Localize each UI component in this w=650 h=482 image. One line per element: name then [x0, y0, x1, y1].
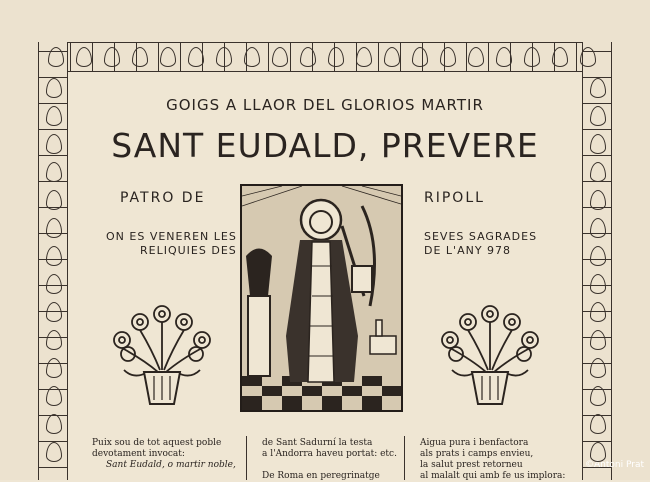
- border-leaf-ornament: [46, 414, 62, 434]
- verse-line: Aigua pura i benfactora: [420, 438, 529, 448]
- border-leaf-ornament: [46, 106, 62, 126]
- border-leaf-ornament: [46, 190, 62, 210]
- border-leaf-ornament: [216, 47, 232, 67]
- border-leaf-ornament: [46, 134, 62, 154]
- border-leaf-ornament: [272, 47, 288, 67]
- border-leaf-ornament: [188, 47, 204, 67]
- patron-left: PATRO DE: [120, 190, 206, 206]
- border-leaf-ornament: [46, 218, 62, 238]
- verse-column-3: [420, 438, 565, 482]
- column-divider: [246, 436, 247, 480]
- border-leaf-ornament: [46, 78, 62, 98]
- border-leaf-ornament: [104, 47, 120, 67]
- border-leaf-ornament: [300, 47, 316, 67]
- border-leaf-ornament: [46, 162, 62, 182]
- border-leaf-ornament: [590, 190, 606, 210]
- border-leaf-ornament: [580, 47, 596, 67]
- verse-refrain: Sant Eudald, o martir noble,: [106, 460, 236, 470]
- title-line-1: GOIGS A LLAOR DEL GLORIOS MARTIR: [166, 96, 484, 114]
- relics-right-2: DE L'ANY 978: [424, 244, 512, 257]
- verse-column-1: [92, 438, 236, 471]
- relics-right-1: SEVES SAGRADES: [424, 230, 538, 243]
- verse-line: devotament invocat:: [92, 449, 185, 459]
- border-leaf-ornament: [328, 47, 344, 67]
- relics-left-1: ON ES VENEREN LES: [106, 230, 237, 243]
- border-leaf-ornament: [46, 330, 62, 350]
- border-leaf-ornament: [468, 47, 484, 67]
- verse-column-2: [262, 438, 397, 482]
- verse-line: al malalt qui amb fe us implora:: [420, 471, 566, 481]
- border-leaf-ornament: [590, 302, 606, 322]
- border-leaf-ornament: [590, 386, 606, 406]
- left-flower-vase-ornament: [104, 300, 220, 410]
- border-leaf-ornament: [590, 330, 606, 350]
- border-leaf-ornament: [590, 274, 606, 294]
- title-line-2: SANT EUDALD, PREVERE: [111, 126, 539, 165]
- border-leaf-ornament: [496, 47, 512, 67]
- border-leaf-ornament: [76, 47, 92, 67]
- verse-line: als prats i camps envieu,: [420, 449, 534, 459]
- column-divider: [404, 436, 405, 480]
- saint-woodcut-illustration: [240, 184, 403, 412]
- border-leaf-ornament: [524, 47, 540, 67]
- border-leaf-ornament: [46, 302, 62, 322]
- copyright-watermark: ©Antoni Prat: [585, 460, 644, 470]
- border-leaf-ornament: [412, 47, 428, 67]
- patron-right: RIPOLL: [424, 190, 485, 206]
- border-leaf-ornament: [244, 47, 260, 67]
- border-leaf-ornament: [46, 358, 62, 378]
- border-leaf-ornament: [590, 162, 606, 182]
- border-leaf-ornament: [48, 47, 64, 67]
- right-flower-vase-ornament: [432, 300, 548, 410]
- verse-line: de Sant Sadurní la testa: [262, 438, 373, 448]
- border-leaf-ornament: [590, 246, 606, 266]
- border-leaf-ornament: [590, 358, 606, 378]
- border-leaf-ornament: [46, 442, 62, 462]
- border-leaf-ornament: [160, 47, 176, 67]
- verse-line: la salut prest retorneu: [420, 460, 523, 470]
- border-leaf-ornament: [590, 414, 606, 434]
- relics-left-2: RELIQUIES DES: [140, 244, 237, 257]
- border-leaf-ornament: [590, 78, 606, 98]
- border-leaf-ornament: [590, 218, 606, 238]
- border-leaf-ornament: [46, 274, 62, 294]
- border-leaf-ornament: [590, 106, 606, 126]
- border-leaf-ornament: [384, 47, 400, 67]
- border-leaf-ornament: [552, 47, 568, 67]
- verse-line: De Roma en peregrinatge: [262, 471, 380, 481]
- border-leaf-ornament: [590, 442, 606, 462]
- border-leaf-ornament: [440, 47, 456, 67]
- verse-line: a l'Andorra haveu portat: etc.: [262, 449, 397, 459]
- verse-line: Puix sou de tot aquest poble: [92, 438, 222, 448]
- border-leaf-ornament: [356, 47, 372, 67]
- border-leaf-ornament: [132, 47, 148, 67]
- border-leaf-ornament: [590, 134, 606, 154]
- border-leaf-ornament: [46, 386, 62, 406]
- border-leaf-ornament: [46, 246, 62, 266]
